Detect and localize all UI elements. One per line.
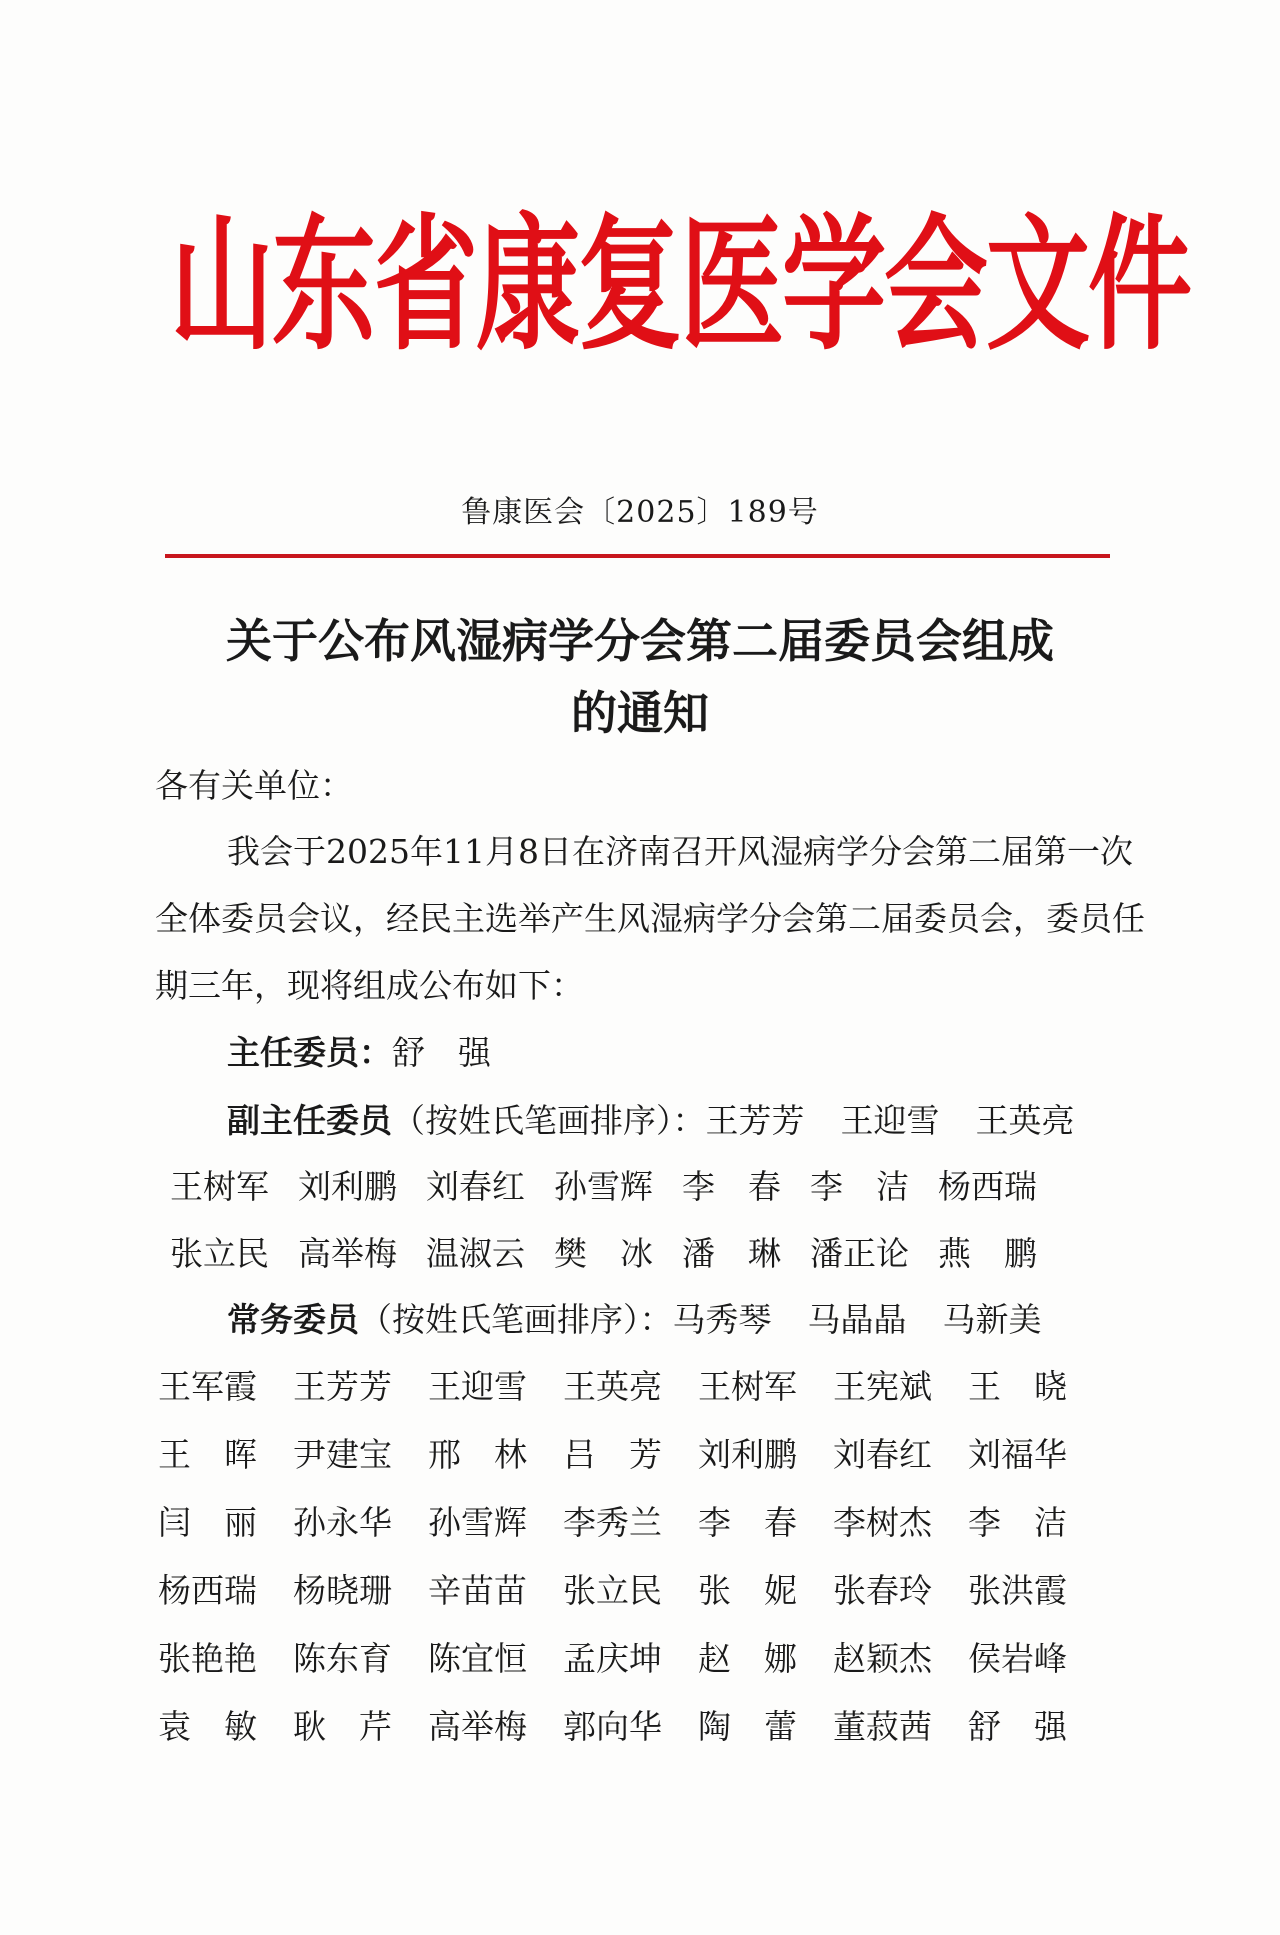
standing-member-name: 袁 敏 — [158, 1707, 257, 1746]
vice-chair-name: 高举梅 — [298, 1234, 397, 1273]
notice-title-line-2: 的通知 — [571, 686, 709, 740]
chair-name: 舒 强 — [392, 1033, 491, 1072]
standing-member-name: 刘利鹏 — [698, 1435, 797, 1474]
vice-chair-name: 温淑云 — [426, 1234, 525, 1273]
vice-chair-name: 王芳芳 — [705, 1101, 805, 1140]
vice-chair-name: 王英亮 — [975, 1101, 1075, 1140]
standing-member-name: 马秀琴 — [672, 1300, 772, 1339]
standing-member-name: 王宪斌 — [833, 1367, 932, 1406]
vice-chair-label: 副主任委员 — [227, 1101, 392, 1140]
notice-title — [140, 605, 1140, 749]
standing-member-name: 王芳芳 — [293, 1367, 392, 1406]
standing-member-name: 张 妮 — [698, 1571, 797, 1610]
standing-member-name: 刘福华 — [968, 1435, 1067, 1474]
standing-member-name: 马晶晶 — [807, 1300, 907, 1339]
standing-member-name: 张洪霞 — [968, 1571, 1067, 1610]
standing-member-name: 李 洁 — [968, 1503, 1067, 1542]
intro-paragraph: 我会于2025年11月8日在济南召开风湿病学分会第二届第一次全体委员会议，经民主选举产生风湿病学分会第二届委员会，委员任期三年，现将组成公布如下： — [155, 832, 1145, 1005]
standing-member-name: 赵 娜 — [698, 1639, 797, 1678]
standing-member-name: 邢 林 — [428, 1435, 527, 1474]
vice-chair-name: 刘春红 — [426, 1167, 525, 1206]
standing-member-name: 杨西瑞 — [158, 1571, 257, 1610]
standing-member-name: 李秀兰 — [563, 1503, 662, 1542]
standing-member-name: 张立民 — [563, 1571, 662, 1610]
vice-chair-name: 燕 鹏 — [938, 1234, 1037, 1273]
red-divider — [165, 554, 1110, 558]
standing-member-name: 马新美 — [942, 1300, 1042, 1339]
standing-member-name: 耿 芹 — [293, 1707, 392, 1746]
standing-member-name: 高举梅 — [428, 1707, 527, 1746]
vice-chair-name: 李 洁 — [810, 1167, 909, 1206]
standing-member-note: （按姓氏笔画排序）： — [359, 1300, 673, 1339]
standing-member-name: 董菽茜 — [833, 1707, 932, 1746]
standing-member-name: 陈宜恒 — [428, 1639, 527, 1678]
vice-chair-name: 杨西瑞 — [938, 1167, 1037, 1206]
chair-label: 主任委员： — [227, 1033, 392, 1072]
standing-member-name: 舒 强 — [968, 1707, 1067, 1746]
standing-member-name: 李 春 — [698, 1503, 797, 1542]
standing-member-name: 闫 丽 — [158, 1503, 257, 1542]
standing-member-name: 王 晖 — [158, 1435, 257, 1474]
standing-member-name: 王英亮 — [563, 1367, 662, 1406]
standing-member-name: 刘春红 — [833, 1435, 932, 1474]
standing-member-name: 辛苗苗 — [428, 1571, 527, 1610]
standing-member-name: 杨晓珊 — [293, 1571, 392, 1610]
standing-member-name: 侯岩峰 — [968, 1639, 1067, 1678]
vice-chair-name: 孙雪辉 — [554, 1167, 653, 1206]
standing-member-name: 王迎雪 — [428, 1367, 527, 1406]
salutation: 各有关单位： — [155, 766, 353, 805]
standing-member-name: 李树杰 — [833, 1503, 932, 1542]
notice-title-line-1: 关于公布风湿病学分会第二届委员会组成 — [226, 614, 1054, 668]
standing-member-name: 尹建宝 — [293, 1435, 392, 1474]
standing-member-name: 王 晓 — [968, 1367, 1067, 1406]
document-number: 鲁康医会〔2025〕189号 — [461, 495, 819, 530]
standing-member-name: 张艳艳 — [158, 1639, 257, 1678]
masthead-title: 山东省康复医学会文件 — [170, 199, 1191, 371]
vice-chair-name: 刘利鹏 — [298, 1167, 397, 1206]
vice-chair-name: 李 春 — [682, 1167, 781, 1206]
vice-chair-name: 王树军 — [170, 1167, 269, 1206]
standing-member-name: 王军霞 — [158, 1367, 257, 1406]
standing-member-name: 王树军 — [698, 1367, 797, 1406]
vice-chair-name: 张立民 — [170, 1234, 269, 1273]
standing-member-name: 孙永华 — [293, 1503, 392, 1542]
standing-member-name: 孙雪辉 — [428, 1503, 527, 1542]
vice-chair-name: 樊 冰 — [554, 1234, 653, 1273]
vice-chair-heading — [227, 1087, 1147, 1154]
standing-member-name: 孟庆坤 — [563, 1639, 662, 1678]
vice-chair-name: 潘正论 — [810, 1234, 909, 1273]
standing-member-name: 吕 芳 — [563, 1435, 662, 1474]
standing-member-label: 常务委员 — [227, 1300, 359, 1339]
vice-chair-note: （按姓氏笔画排序）： — [392, 1101, 706, 1140]
standing-member-name: 赵颖杰 — [833, 1639, 932, 1678]
vice-chair-name: 王迎雪 — [840, 1101, 940, 1140]
vice-chair-name: 潘 琳 — [682, 1234, 781, 1273]
standing-member-name: 郭向华 — [563, 1707, 662, 1746]
standing-member-name: 陈东育 — [293, 1639, 392, 1678]
standing-member-heading — [227, 1286, 1147, 1353]
standing-member-name: 张春玲 — [833, 1571, 932, 1610]
chair-line — [227, 1019, 1147, 1086]
standing-member-name: 陶 蕾 — [698, 1707, 797, 1746]
